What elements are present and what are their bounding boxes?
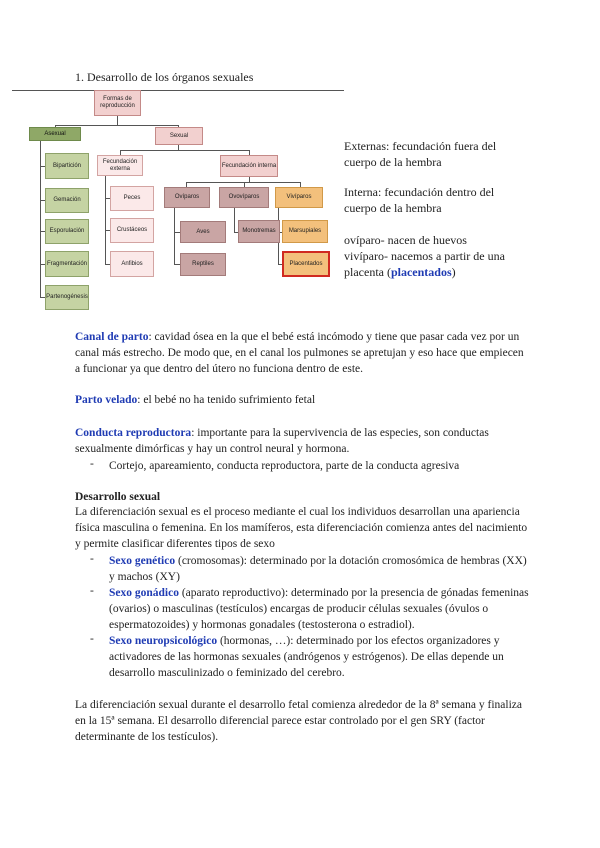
oviparos-node: Ovíparos	[164, 187, 210, 208]
desarrollo-intro: La diferenciación sexual es el proceso mediante el cual los individuos desarrollan una apariencia física masculina o femenina. En los mamíferos, esta diferenciación comienza antes del nacimiento y permite clasificar diferentes tipos de sexo	[75, 506, 528, 550]
aves-node: Aves	[180, 221, 226, 243]
sexo-gonadico-item: Sexo gonádico (aparato reproductivo): determinado por la presencia de gónadas femeninas (ovarios) o masculinas (testículos) encargas de producir células sexuales (óvulos o espermatozoides) y hormonas gonadales (testosterona o estradiol).	[109, 587, 529, 631]
heading-rule	[12, 90, 344, 91]
ovoviviparos-node: Ovovíparos	[219, 187, 269, 208]
note-externas: Externas: fecundación fuera del cuerpo de la hembra	[344, 139, 497, 169]
canal-parto-paragraph: Canal de parto: cavidad ósea en la que el bebé está incómodo y tiene que pasar cada vez por un canal más estrecho. De modo que, en el canal los pulmones se apretujan y eso hace que empiecen a funcionar ya que dentro del útero no funciona dentro de este.	[75, 331, 524, 375]
conducta-paragraph: Conducta reproductora: importante para la supervivencia de las especies, son conductas sexualmente dimórficas y hay un control neural y hormona.	[75, 427, 489, 455]
reptiles-node: Reptiles	[180, 253, 226, 276]
marsupiales-node: Marsupiales	[282, 220, 328, 243]
parto-velado-term: Parto velado	[75, 394, 138, 406]
section-heading: 1. Desarrollo de los órganos sexuales	[75, 70, 254, 84]
note-interna: Interna: fecundación dentro del cuerpo de la hembra	[344, 185, 495, 215]
root-node: Formas de reproducción	[94, 90, 141, 116]
sexo-neuropsicologico-item: Sexo neuropsicológico (hormonas, …): determinado por los efectos organizadores y activadores de las hormonas sexuales (andrógenos y estrógenos). De ellas depende un desarrollo masculinizado o feminizado del cerebro.	[109, 635, 504, 679]
conducta-term: Conducta reproductora	[75, 427, 192, 439]
asexual-node: Asexual	[29, 127, 81, 141]
parto-velado-paragraph: Parto velado: el bebé no ha tenido sufrimiento fetal	[75, 394, 316, 406]
canal-parto-term: Canal de parto	[75, 331, 149, 343]
note-oviparo: ovíparo- nacen de huevos	[344, 233, 467, 247]
externa-item: Crustáceos	[110, 218, 154, 243]
asexual-item: Partenogénesis	[45, 285, 89, 310]
monotremas-node: Monotremas	[238, 220, 280, 243]
externa-item: Anfibios	[110, 251, 154, 277]
closing-paragraph: La diferenciación sexual durante el desarrollo fetal comienza alrededor de la 8ª semana y finaliza en la 15ª semana. El desarrollo diferencial parece estar controlado por el gen SRY (factor determinante de los testículos).	[75, 699, 522, 743]
conducta-bullet: Cortejo, apareamiento, conducta reproductora, parte de la conducta agresiva	[109, 460, 460, 472]
desarrollo-title: Desarrollo sexual	[75, 491, 161, 503]
externa-item: Peces	[110, 186, 154, 211]
asexual-item: Fragmentación	[45, 251, 89, 277]
placentados-term: placentados	[390, 265, 452, 279]
asexual-item: Gemación	[45, 188, 89, 213]
viviparos-node: Vivíparos	[275, 187, 323, 208]
sexo-genetico-item: Sexo genético (cromosomas): determinado por la dotación cromosómica de hembras (XX) y machos (XY)	[109, 555, 527, 583]
fecundacion-interna-node: Fecundación interna	[220, 155, 278, 177]
fecundacion-externa-node: Fecundación externa	[97, 155, 143, 176]
placentados-node: Placentados	[282, 251, 330, 277]
asexual-item: Bipartición	[45, 153, 89, 179]
note-viviparo: vivíparo- nacemos a partir de una placenta (placentados)	[344, 249, 505, 279]
sexual-node: Sexual	[155, 127, 203, 145]
asexual-item: Esporulación	[45, 219, 89, 244]
